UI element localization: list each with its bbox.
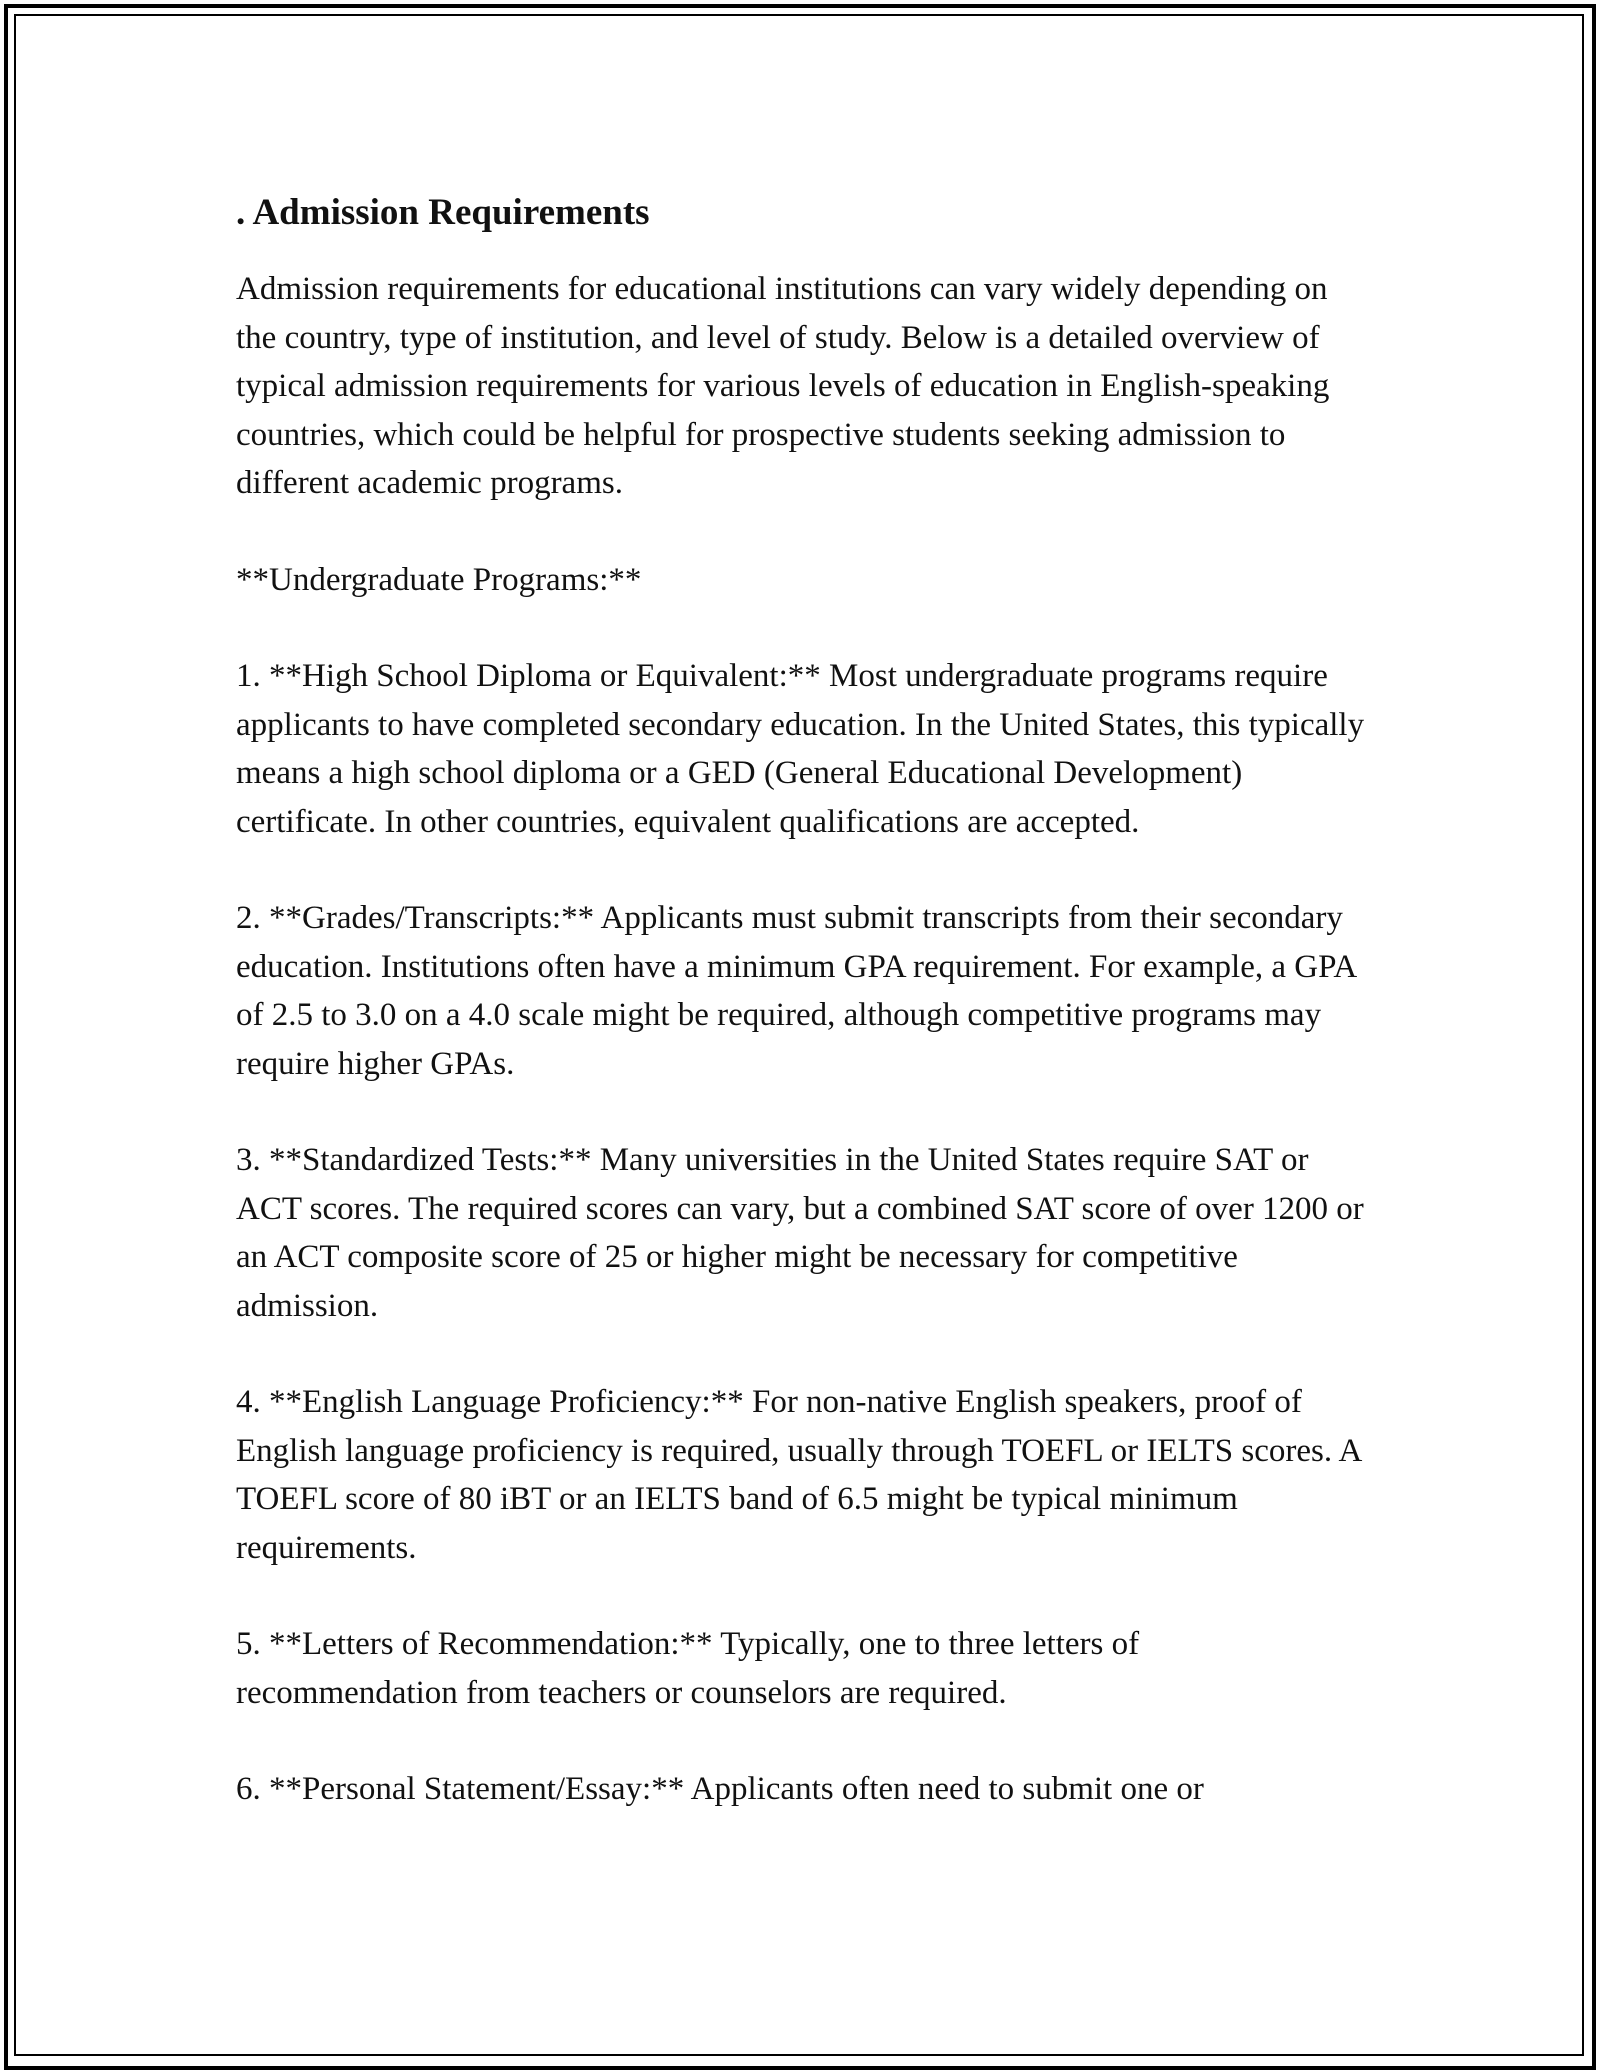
document-title: . Admission Requirements <box>236 192 650 233</box>
section-heading-undergraduate: **Undergraduate Programs:** <box>236 561 642 598</box>
requirement-personal-statement: 6. **Personal Statement/Essay:** Applicants often need to submit one or <box>236 1771 1204 1807</box>
requirement-standardized-tests: 3. **Standardized Tests:** Many universities in the United States require SAT or ACT scores. The required scores can vary, but a combined SAT score of over 1200 or an ACT composite score of 25 or higher might be necessary for competitive admission. <box>236 1142 1364 1324</box>
requirement-english-proficiency: 4. **English Language Proficiency:** For non-native English speakers, proof of English language proficiency is required, usually through TOEFL or IELTS scores. A TOEFL score of 80 iBT or an IELTS band of 6.5 might be typical minimum requirements. <box>236 1384 1361 1566</box>
requirement-recommendation-letters: 5. **Letters of Recommendation:** Typically, one to three letters of recommendation from teachers or counselors are required. <box>236 1626 1140 1711</box>
document-body <box>236 185 1366 1862</box>
requirement-grades-transcripts: 2. **Grades/Transcripts:** Applicants must submit transcripts from their secondary education. Institutions often have a minimum GPA requirement. For example, a GPA of 2.5 to 3.0 on a 4.0 scale might be required, although competitive programs may require higher GPAs. <box>236 900 1356 1082</box>
intro-paragraph: Admission requirements for educational institutions can vary widely depending on the country, type of institution, and level of study. Below is a detailed overview of typical admission requirements for various levels of education in English-speaking countries, which could be helpful for prospective students seeking admission to different academic programs. <box>236 271 1330 501</box>
requirement-high-school-diploma: 1. **High School Diploma or Equivalent:** Most undergraduate programs require applicants to have completed secondary education. In the United States, this typically means a high school diploma or a GED (General Educational Development) certificate. In other countries, equivalent qualifications are accepted. <box>236 658 1365 840</box>
